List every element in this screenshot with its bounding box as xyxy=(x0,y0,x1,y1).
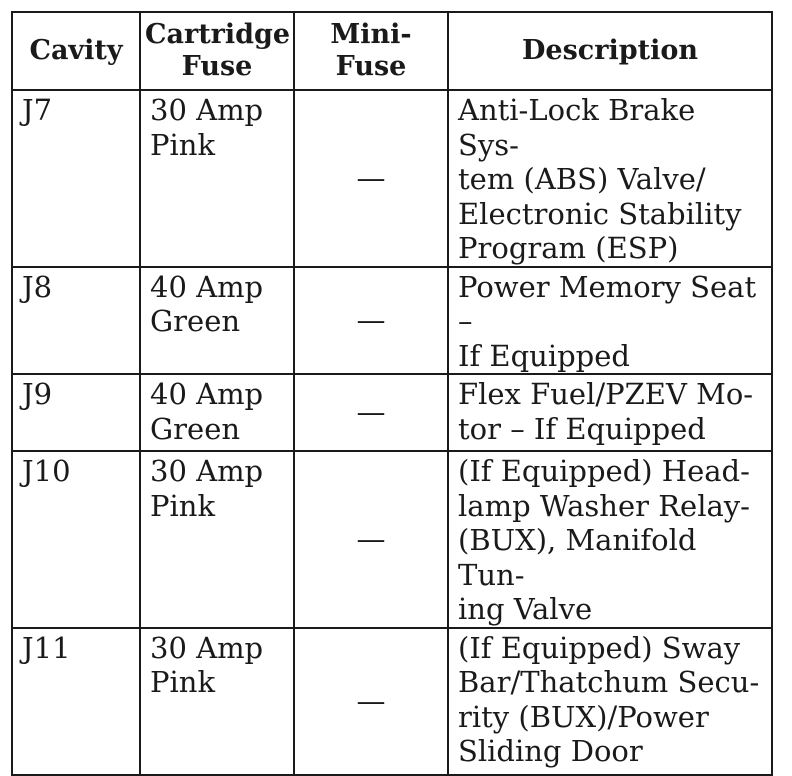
cavity-cell: J7 xyxy=(12,90,140,267)
table-row xyxy=(12,90,772,267)
description-cell: Anti-Lock Brake Sys- tem (ABS) Valve/ Electronic Stability Program (ESP) xyxy=(448,90,772,267)
mini-fuse-cell: — xyxy=(294,451,448,628)
cartridge-fuse-cell: 30 Amp Pink xyxy=(140,628,294,775)
cartridge-fuse-cell: 40 Amp Green xyxy=(140,374,294,451)
table-row xyxy=(12,628,772,775)
header-cavity: Cavity xyxy=(12,12,140,90)
table-row xyxy=(12,267,772,375)
cavity-cell: J8 xyxy=(12,267,140,375)
mini-fuse-cell: — xyxy=(294,267,448,375)
description-cell: Flex Fuel/PZEV Mo- tor – If Equipped xyxy=(448,374,772,451)
header-row xyxy=(12,12,772,90)
mini-fuse-cell: — xyxy=(294,628,448,775)
header-description: Description xyxy=(448,12,772,90)
header-mini-fuse: Mini- Fuse xyxy=(294,12,448,90)
cavity-cell: J10 xyxy=(12,451,140,628)
table-row xyxy=(12,451,772,628)
cavity-cell: J11 xyxy=(12,628,140,775)
cartridge-fuse-cell: 30 Amp Pink xyxy=(140,90,294,267)
mini-fuse-cell: — xyxy=(294,90,448,267)
description-cell: (If Equipped) Sway Bar/Thatchum Secu- rity (BUX)/Power Sliding Door xyxy=(448,628,772,775)
fuse-table xyxy=(11,11,773,776)
header-cartridge-fuse: Cartridge Fuse xyxy=(140,12,294,90)
cavity-cell: J9 xyxy=(12,374,140,451)
description-cell: Power Memory Seat – If Equipped xyxy=(448,267,772,375)
table-row xyxy=(12,374,772,451)
mini-fuse-cell: — xyxy=(294,374,448,451)
cartridge-fuse-cell: 40 Amp Green xyxy=(140,267,294,375)
description-cell: (If Equipped) Head- lamp Washer Relay- (BUX), Manifold Tun- ing Valve xyxy=(448,451,772,628)
cartridge-fuse-cell: 30 Amp Pink xyxy=(140,451,294,628)
